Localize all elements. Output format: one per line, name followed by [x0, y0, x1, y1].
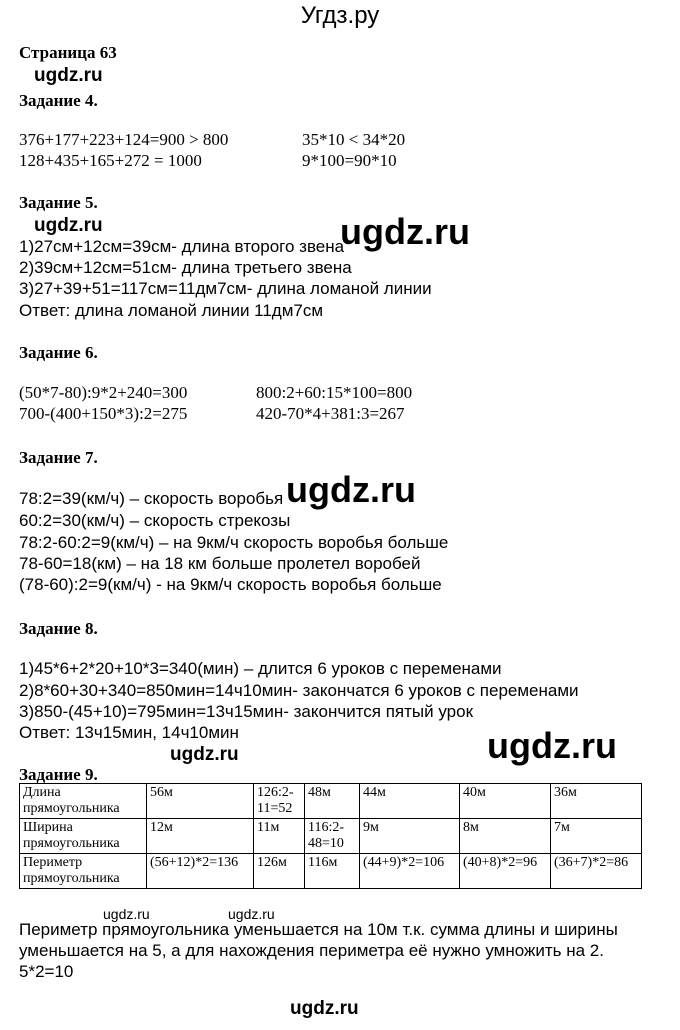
task6-right-1: 800:2+60:15*100=800: [256, 383, 413, 402]
task5-heading: Задание 5.: [19, 193, 98, 212]
table-cell: 116м: [305, 854, 360, 889]
task7-line-5: (78-60):2=9(км/ч) - на 9км/ч скорость воробья больше: [19, 575, 442, 594]
task5-line-2: 2)39см+12см=51см- длина третьего звена: [19, 258, 352, 277]
table-cell: 48м: [305, 784, 360, 819]
task5-line-3: 3)27+39+51=117см=11дм7см- длина ломаной линии: [19, 279, 432, 298]
task4-left-2: 128+435+165+272 = 1000: [19, 151, 202, 170]
task9-heading: Задание 9.: [19, 765, 98, 784]
task9-explanation-3: 5*2=10: [19, 962, 74, 981]
table-cell: (36+7)*2=86: [551, 854, 642, 889]
task9-explanation-2: уменьшается на 5, а для нахождения периметра её нужно умножить на 2.: [19, 941, 604, 960]
task4-right-1: 35*10 < 34*20: [302, 130, 406, 149]
table-row: [20, 784, 642, 819]
watermark: ugdz.ru: [103, 906, 150, 922]
task7-heading: Задание 7.: [19, 448, 98, 467]
table-cell: 9м: [360, 819, 460, 854]
task9-explanation-1: Периметр прямоугольника уменьшается на 10м т.к. сумма длины и ширины: [19, 920, 618, 939]
watermark: ugdz.ru: [34, 65, 103, 86]
watermark: ugdz.ru: [286, 469, 416, 510]
task6-left-1: (50*7-80):9*2+240=300: [19, 383, 188, 402]
table-cell: (44+9)*2=106: [360, 854, 460, 889]
table-cell: 126:2-11=52: [254, 784, 305, 819]
task5-line-1: 1)27см+12см=39см- длина второго звена: [19, 237, 345, 256]
site-title: Угдз.ру: [300, 2, 380, 29]
table-cell: 44м: [360, 784, 460, 819]
table-cell: 126м: [254, 854, 305, 889]
table-cell: Ширина прямоугольника: [20, 819, 147, 854]
table-cell: 40м: [460, 784, 551, 819]
task8-line-1: 1)45*6+2*20+10*3=340(мин) – длится 6 уроков с переменами: [19, 659, 502, 678]
page-label: Страница 63: [19, 43, 117, 62]
table-row: [20, 819, 642, 854]
table-cell: 56м: [147, 784, 254, 819]
watermark: ugdz.ru: [34, 215, 103, 236]
table-cell: Длина прямоугольника: [20, 784, 147, 819]
task7-line-4: 78-60=18(км) – на 18 км больше пролетел воробей: [19, 554, 421, 573]
watermark: ugdz.ru: [290, 998, 359, 1019]
task6-heading: Задание 6.: [19, 343, 98, 362]
table-cell: 116:2-48=10: [305, 819, 360, 854]
watermark: ugdz.ru: [170, 744, 239, 765]
task7-line-3: 78:2-60:2=9(км/ч) – на 9км/ч скорость воробья больше: [19, 533, 449, 552]
table-cell: 7м: [551, 819, 642, 854]
watermark: ugdz.ru: [228, 906, 275, 922]
task7-line-1: 78:2=39(км/ч) – скорость воробья: [19, 489, 284, 508]
table-cell: (56+12)*2=136: [147, 854, 254, 889]
table-cell: 36м: [551, 784, 642, 819]
task7-line-2: 60:2=30(км/ч) – скорость стрекозы: [19, 511, 291, 530]
task4-right-2: 9*100=90*10: [302, 151, 397, 170]
task8-heading: Задание 8.: [19, 619, 98, 638]
task4-left-1: 376+177+223+124=900 > 800: [19, 130, 229, 149]
rectangle-table: [19, 783, 642, 889]
task8-line-2: 2)8*60+30+340=850мин=14ч10мин- закончатся 6 уроков с переменами: [19, 681, 579, 700]
table-cell: Периметр прямоугольника: [20, 854, 147, 889]
table-cell: 11м: [254, 819, 305, 854]
task4-heading: Задание 4.: [19, 91, 98, 110]
table-cell: 12м: [147, 819, 254, 854]
task5-answer: Ответ: длина ломаной линии 11дм7см: [19, 301, 324, 320]
task8-answer: Ответ: 13ч15мин, 14ч10мин: [19, 723, 239, 742]
watermark: ugdz.ru: [487, 725, 617, 766]
watermark: ugdz.ru: [340, 211, 470, 252]
table-cell: (40+8)*2=96: [460, 854, 551, 889]
table-row: [20, 854, 642, 889]
table-cell: 8м: [460, 819, 551, 854]
task6-left-2: 700-(400+150*3):2=275: [19, 404, 188, 423]
task8-line-3: 3)850-(45+10)=795мин=13ч15мин- закончится пятый урок: [19, 702, 474, 721]
task6-right-2: 420-70*4+381:3=267: [256, 404, 405, 423]
